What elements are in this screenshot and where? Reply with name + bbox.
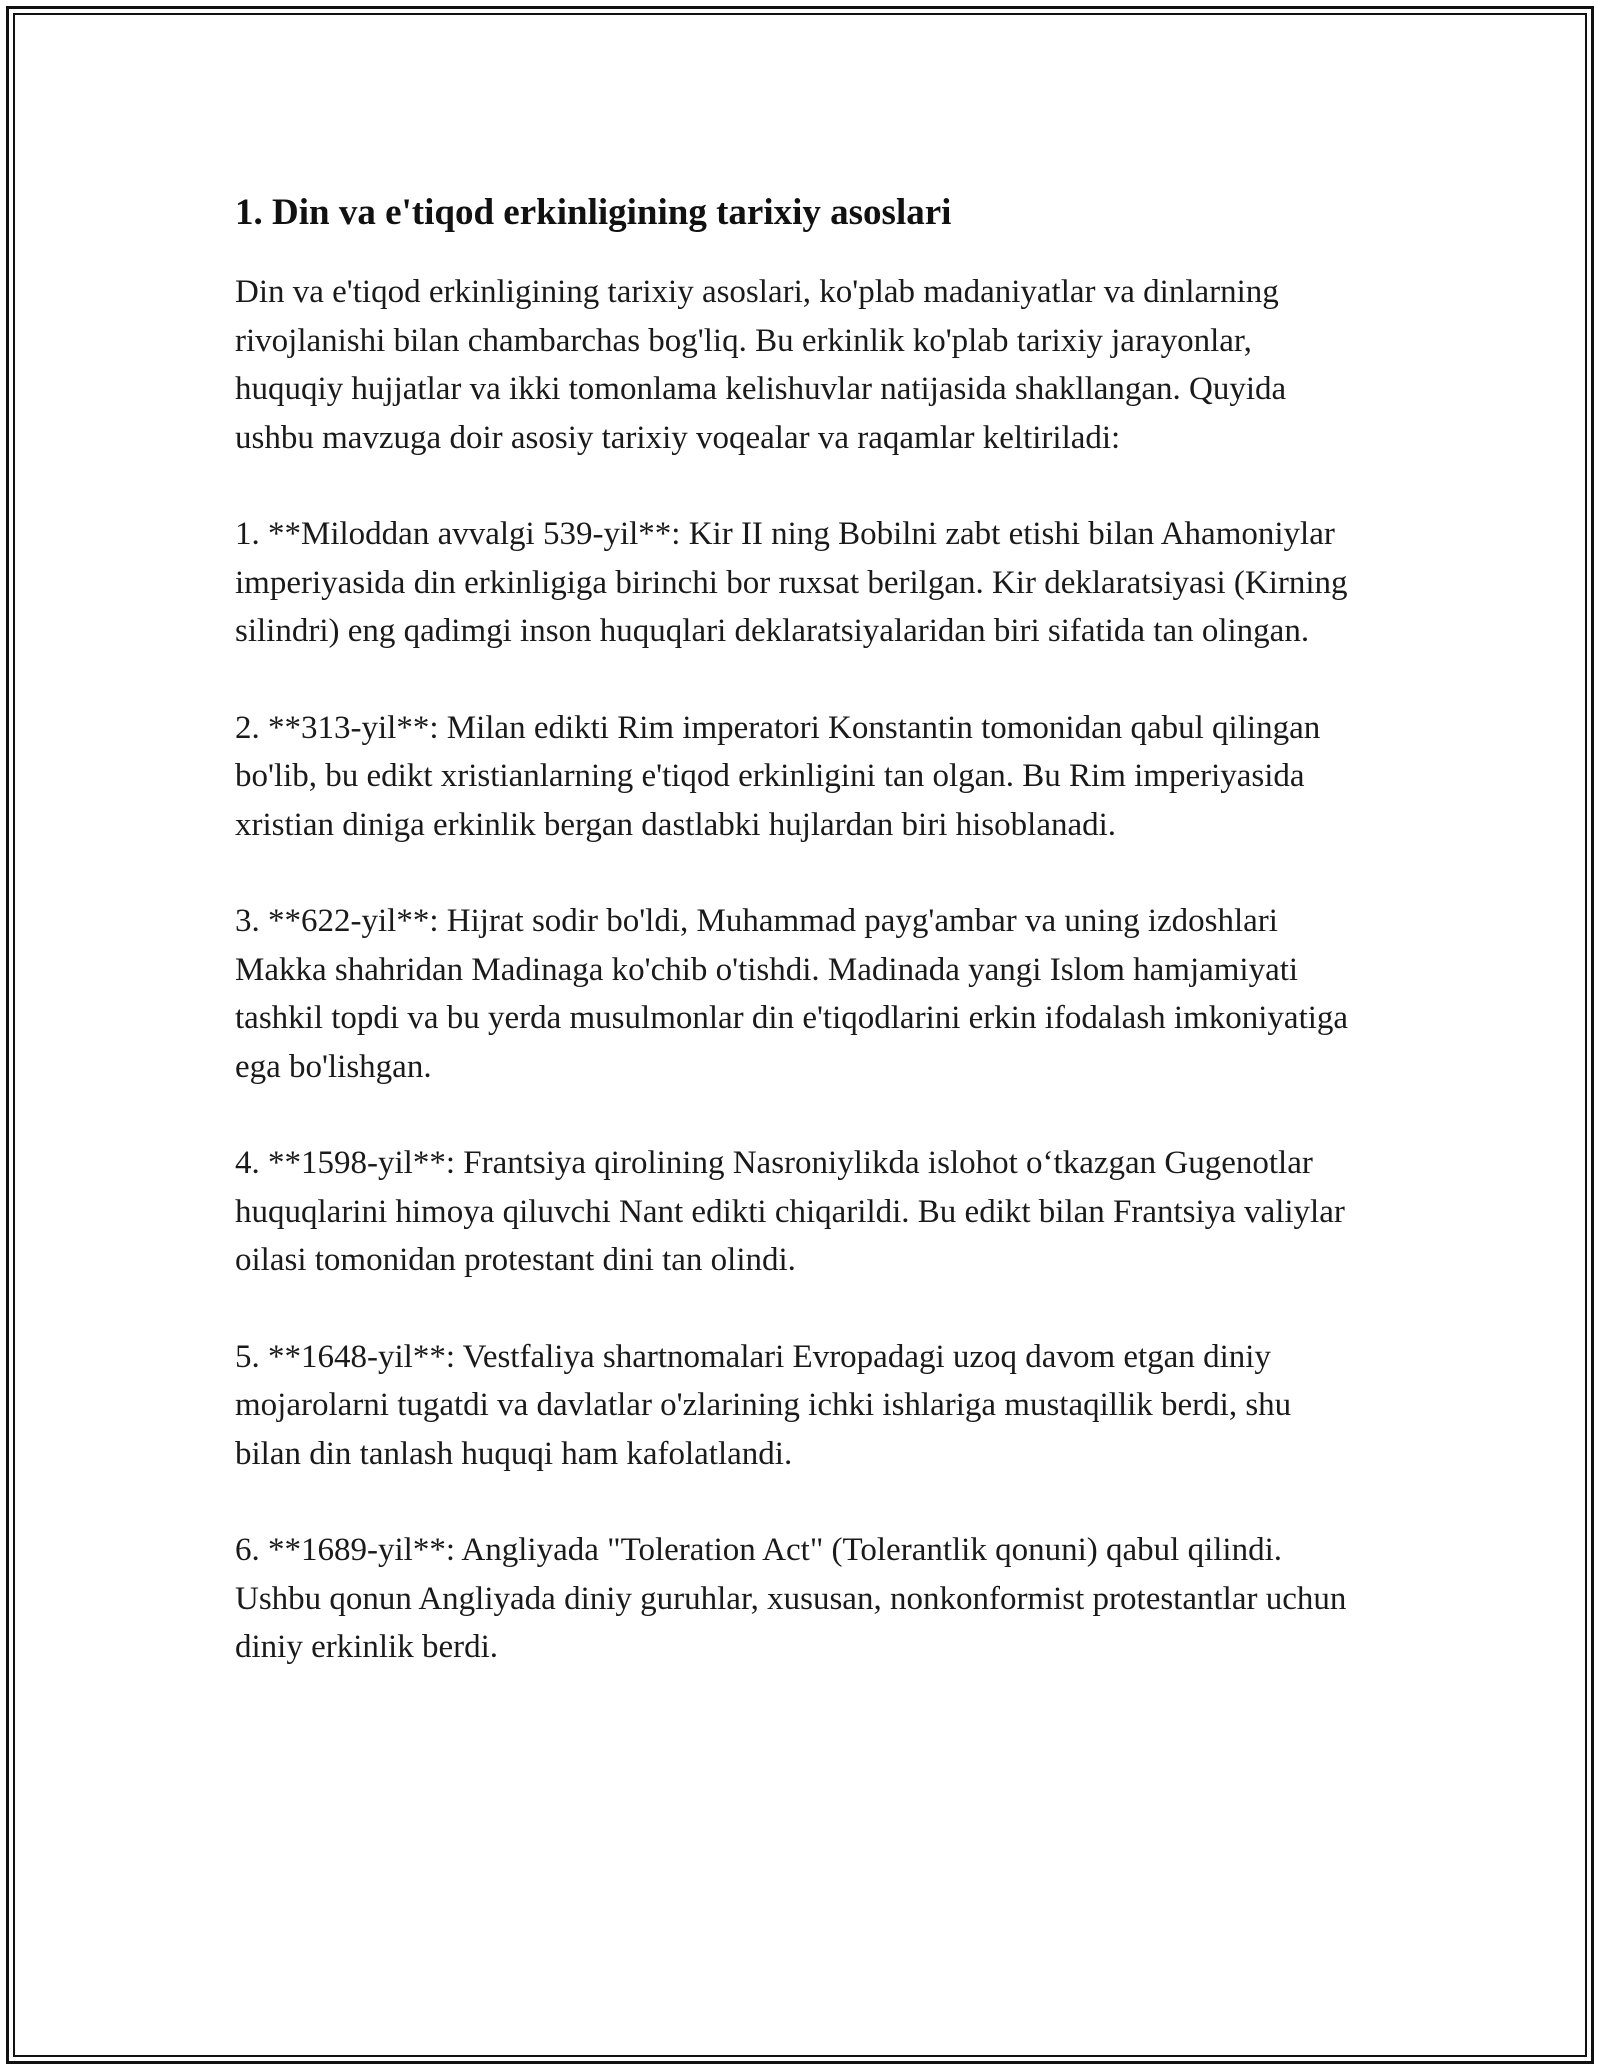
list-item: 2. **313-yil**: Milan edikti Rim imperatori Konstantin tomonidan qabul qilingan bo'lib, bu edikt xristianlarning e'tiqod erkinligini tan olgan. Bu Rim imperiyasida xristian diniga erkinlik bergan dastlabki hujlardan biri hisoblanadi. [235, 709, 1321, 843]
section-heading: 1. Din va e'tiqod erkinligining tarixiy asoslari [235, 192, 952, 233]
intro-paragraph: Din va e'tiqod erkinligining tarixiy asoslari, ko'plab madaniyatlar va dinlarning rivojlanishi bilan chambarchas bog'liq. Bu erkinlik ko'plab tarixiy jarayonlar, huquqiy hujjatlar va ikki tomonlama kelishuvlar natijasida shakllangan. Quyida ushbu mavzuga doir asosiy tarixiy voqealar va raqamlar keltiriladi: [235, 274, 1287, 456]
list-item: 6. **1689-yil**: Angliyada "Toleration Act" (Tolerantlik qonuni) qabul qilindi. Ushbu qonun Angliyada diniy guruhlar, xususan, nonkonformist protestantlar uchun diniy erkinlik berdi. [235, 1532, 1347, 1665]
document-body [235, 186, 1365, 1720]
list-item: 5. **1648-yil**: Vestfaliya shartnomalari Evropadagi uzoq davom etgan diniy mojarolarni tugatdi va davlatlar o'zlarining ichki ishlariga mustaqillik berdi, shu bilan din tanlash huquqi ham kafolatlandi. [235, 1338, 1292, 1472]
list-item: 4. **1598-yil**: Frantsiya qirolining Nasroniylikda islohot o‘tkazgan Gugenotlar huquqlarini himoya qiluvchi Nant edikti chiqarildi. Bu edikt bilan Frantsiya valiylar oilasi tomonidan protestant dini tan olindi. [235, 1145, 1345, 1278]
list-item: 1. **Miloddan avvalgi 539-yil**: Kir II ning Bobilni zabt etishi bilan Ahamoniylar imperiyasida din erkinligiga birinchi bor ruxsat berilgan. Kir deklaratsiyasi (Kirning silindri) eng qadimgi inson huquqlari deklaratsiyalaridan biri sifatida tan olingan. [235, 516, 1348, 649]
list-item: 3. **622-yil**: Hijrat sodir bo'ldi, Muhammad payg'ambar va uning izdoshlari Makka shahridan Madinaga ko'chib o'tishdi. Madinada yangi Islom hamjamiyati tashkil topdi va bu yerda musulmonlar din e'tiqodlarini erkin ifodalash imkoniyatiga ega bo'lishgan. [235, 903, 1349, 1085]
